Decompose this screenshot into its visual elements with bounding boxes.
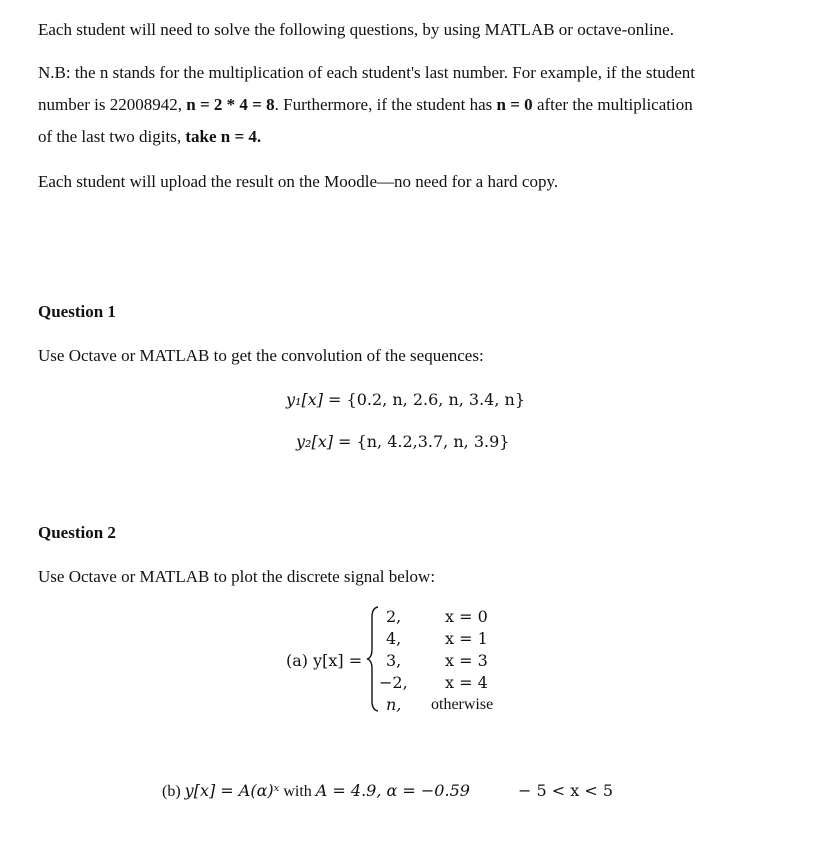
left-brace-icon (366, 605, 380, 713)
case-value: 3, (386, 651, 402, 670)
case-condition: x = 1 (445, 629, 488, 648)
intro-line: Each student will need to solve the following questions, by using MATLAB or octave-online. (38, 20, 674, 39)
case-value: −2, (379, 673, 408, 692)
part-b-prefix: (b) (162, 783, 185, 800)
y2-equation (296, 434, 509, 450)
y2-rhs: {n, 4.2,3.7, n, 3.9} (356, 432, 510, 451)
question-1-heading: Question 1 (38, 302, 116, 321)
y1-equation (286, 392, 525, 408)
nb-line-3-b: take n = 4. (185, 127, 262, 146)
case-value: n, (386, 695, 402, 714)
question-2-heading: Question 2 (38, 523, 116, 542)
upload-note: Each student will upload the result on the Moodle—no need for a hard copy. (38, 172, 559, 191)
case-value: 4, (386, 629, 402, 648)
y1-lhs: y₁[x] = (286, 390, 347, 409)
part-a-label: (a) y[x] = (286, 651, 363, 670)
nb-line-1: N.B: the n stands for the multiplication of each student's last number. For example, if the student (38, 63, 695, 82)
case-condition: x = 3 (445, 651, 488, 670)
question-2-text: Use Octave or MATLAB to plot the discrete signal below: (38, 567, 436, 586)
nb-line-2-a: number is 22008942, (38, 95, 187, 114)
nb-line-2-e: after the multiplication (532, 95, 693, 114)
nb-line-3 (38, 128, 261, 145)
nb-line-3-a: of the last two digits, (38, 127, 186, 146)
part-b-with: with (279, 783, 316, 800)
part-b-expr: y[x] = A(α)ˣ (184, 781, 280, 800)
nb-line-2-d: n = 0 (496, 95, 533, 114)
case-value: 2, (386, 607, 402, 626)
question-1-text: Use Octave or MATLAB to get the convolution of the sequences: (38, 346, 484, 365)
y2-lhs: y₂[x] = (296, 432, 357, 451)
nb-line-2 (38, 96, 693, 113)
nb-line-2-b: n = 2 * 4 = 8 (186, 95, 275, 114)
part-b-equation (162, 783, 470, 800)
case-condition: x = 0 (445, 607, 488, 626)
case-condition: x = 4 (445, 673, 488, 692)
part-b-params: A = 4.9, α = −0.59 (315, 781, 470, 800)
y1-rhs: {0.2, n, 2.6, n, 3.4, n} (346, 390, 526, 409)
part-b-range: − 5 < x < 5 (518, 781, 614, 800)
case-condition: otherwise (431, 696, 494, 713)
nb-line-2-c: . Furthermore, if the student has (274, 95, 497, 114)
